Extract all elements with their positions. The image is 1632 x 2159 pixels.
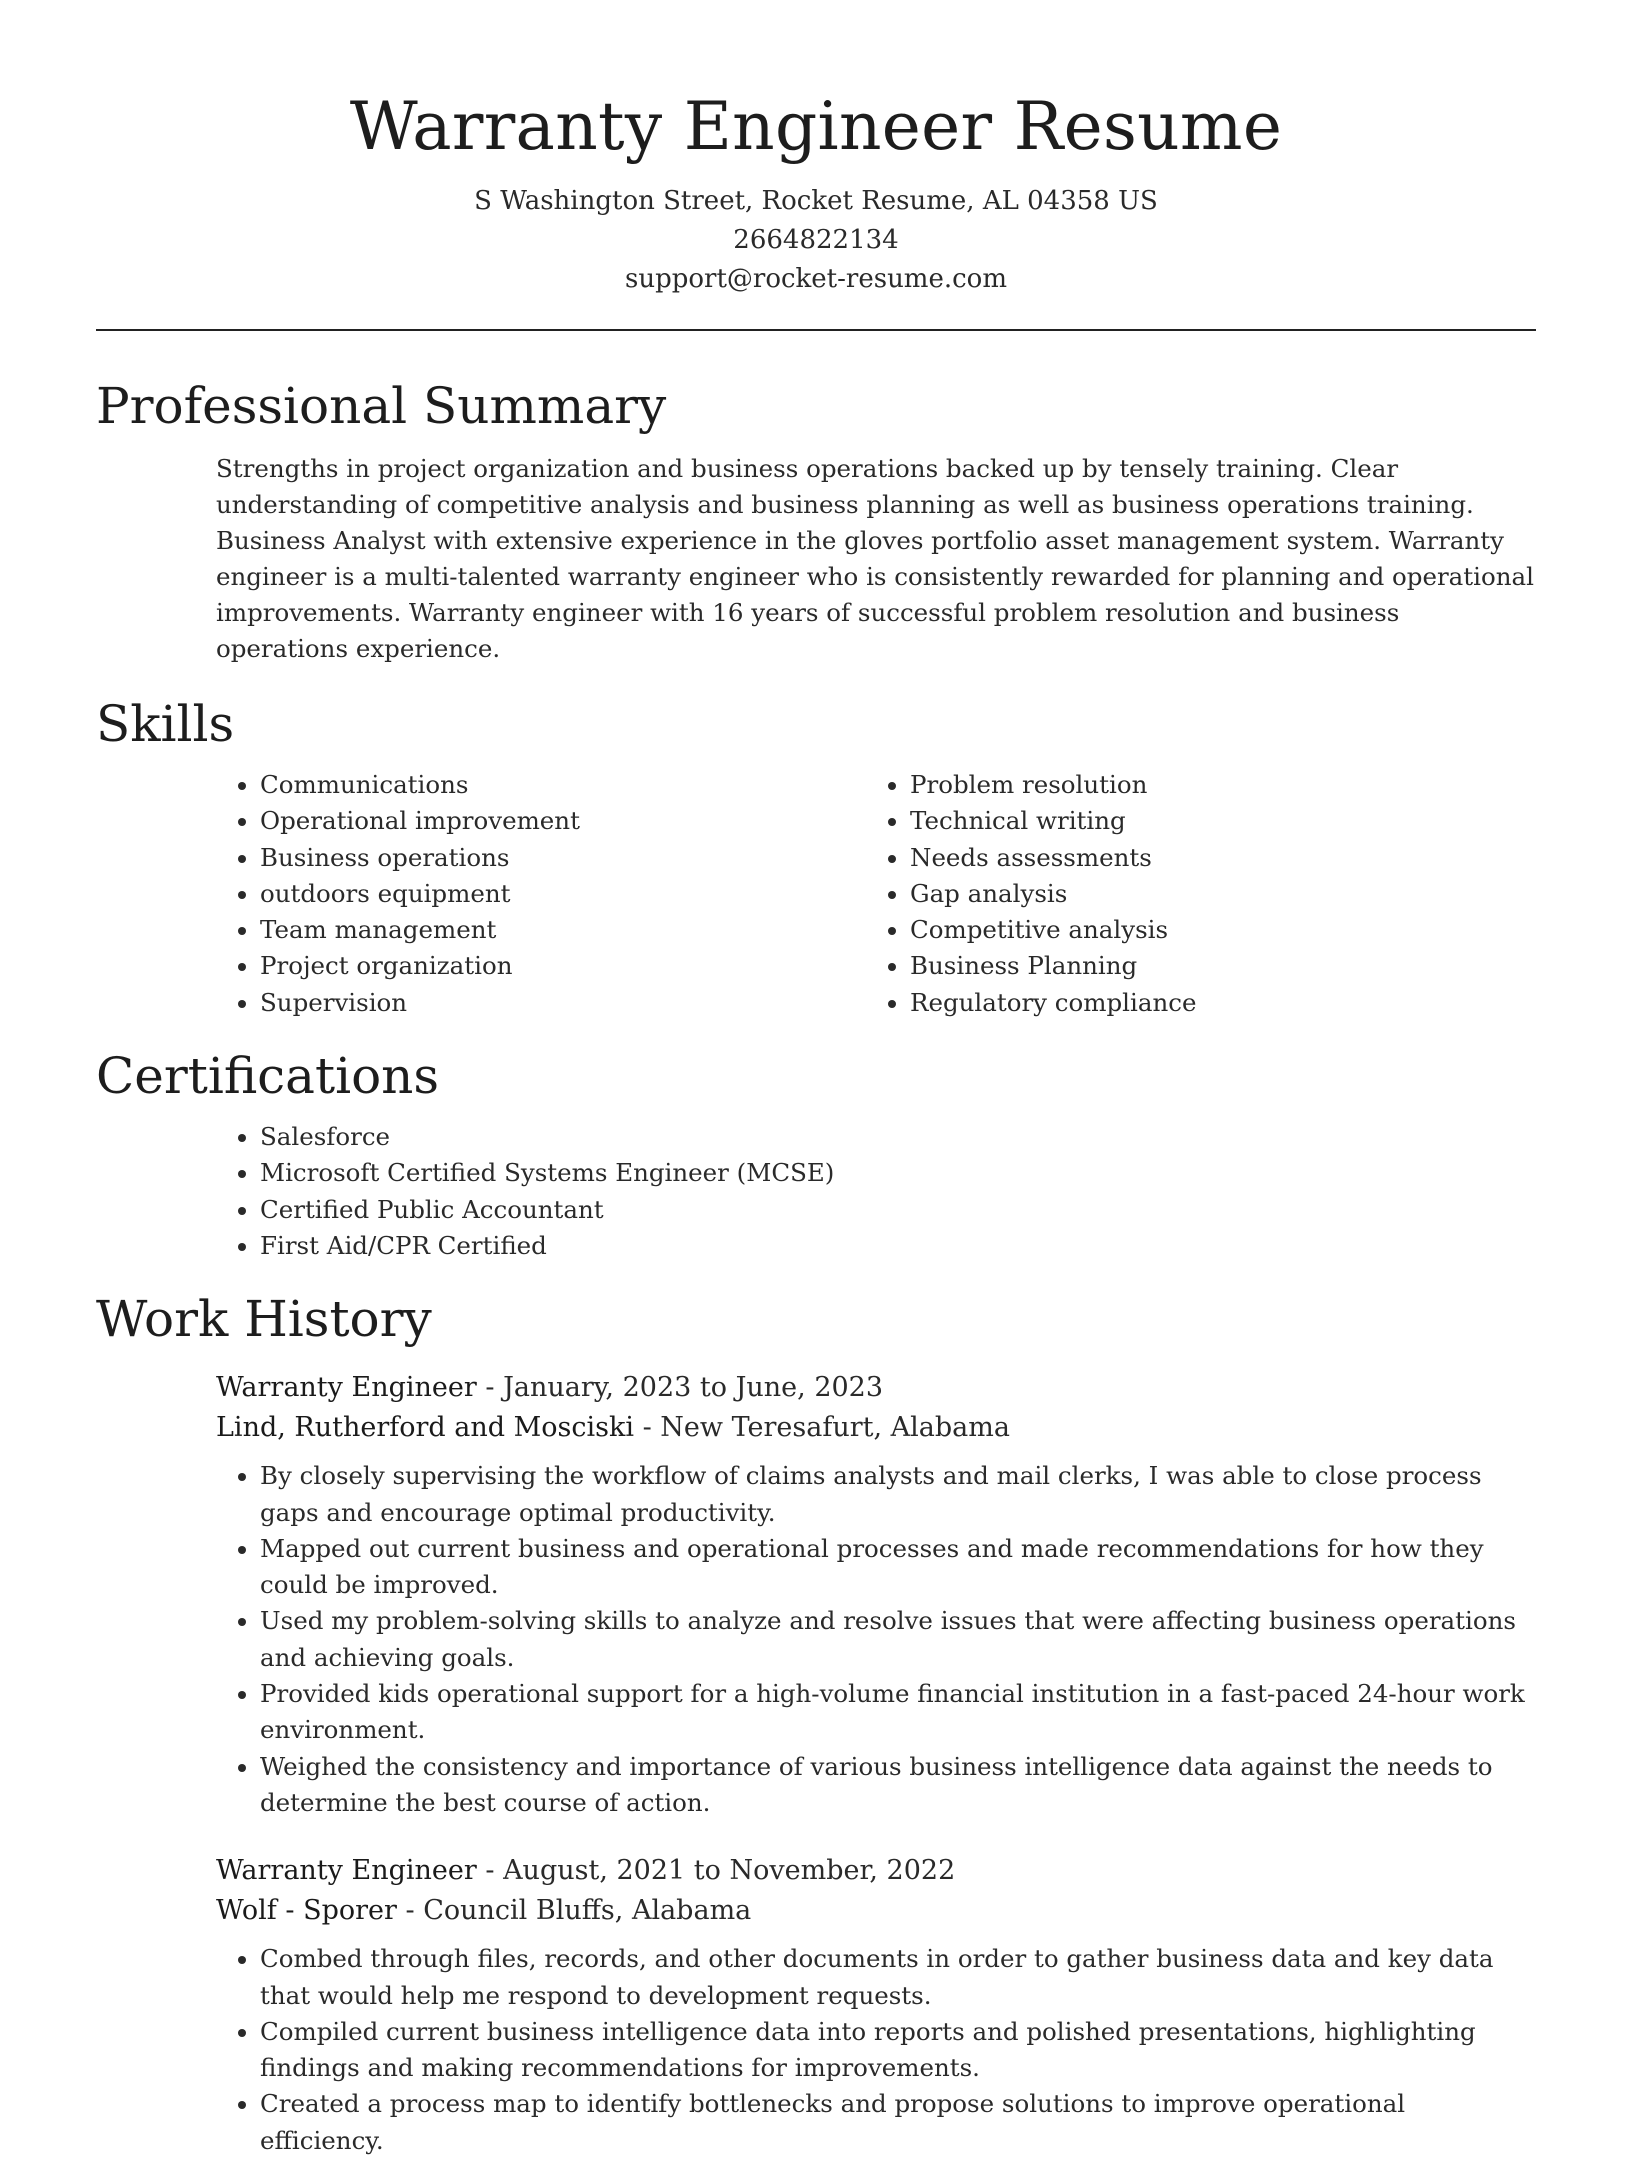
job-company: Wolf - Sporer [216,1895,397,1927]
certification-item: • Certified Public Accountant [260,1192,1536,1228]
work-history-heading: Work History [96,1290,432,1349]
job-dates: January, 2023 to June, 2023 [503,1372,884,1404]
job-company-line: Wolf - Sporer - Council Bluffs, Alabama [216,1895,752,1927]
job-company: Lind, Rutherford and Mosciski [216,1412,634,1444]
skill-item: • Operational improvement [260,803,866,839]
email: support@rocket-resume.com [624,264,1007,294]
skill-item: • Regulatory compliance [910,985,1516,1021]
job-title-line: Warranty Engineer - January, 2023 to June, 2023 [216,1372,884,1404]
job-role: Warranty Engineer [216,1372,477,1404]
skills-column-right [866,767,1516,1021]
skill-item: • Needs assessments [910,840,1516,876]
skill-item: • Problem resolution [910,767,1516,803]
certifications-list-wrap [216,1119,1536,1264]
summary-section [96,371,1536,667]
skills-column-left [216,767,866,1021]
job-bullet: • By closely supervising the workflow of claims analysts and mail clerks, I was able to close process gaps and encourage optimal productivity. [260,1458,1536,1531]
summary-text: Strengths in project organization and business operations backed up by tensely training. Clear understanding of competitive analysis and business planning as well as business operations training. Business Analyst with extensive experience in the gloves portfolio asset management system. Warranty engineer is a multi-talented warranty engineer who is consistently rewarded for planning and operational improvements. Warranty engineer with 16 years of successful problem resolution and business operations experience. [216,454,1534,663]
job-dates: August, 2021 to November, 2022 [503,1855,956,1887]
job-title-line: Warranty Engineer - August, 2021 to November, 2022 [216,1855,956,1887]
skills-heading: Skills [96,695,235,753]
contact-info [96,182,1536,299]
skill-item: • Project organization [260,948,866,984]
skill-item: • Competitive analysis [910,912,1516,948]
address: S Washington Street, Rocket Resume, AL 04358 US [474,186,1158,216]
skills-section [96,689,1536,1021]
certifications-section [96,1041,1536,1264]
header-divider [96,329,1536,331]
job-bullets [216,1941,1536,2159]
resume-header [96,0,1536,299]
skill-item: • Gap analysis [910,876,1516,912]
phone: 2664822134 [733,225,899,255]
skills-grid [216,767,1536,1021]
job-entry [216,1851,1536,2159]
skill-item: • Business operations [260,840,866,876]
job-company-line: Lind, Rutherford and Mosciski - New Teresafurt, Alabama [216,1412,1010,1444]
skill-item: • Supervision [260,985,866,1021]
job-entry [216,1368,1536,1821]
job-bullets [216,1458,1536,1821]
skill-item: • Team management [260,912,866,948]
job-bullet: • Compiled current business intelligence data into reports and polished presentations, highlighting findings and making recommendations for improvements. [260,2014,1536,2087]
job-location: New Teresafurt, Alabama [660,1412,1010,1444]
skill-item: • Business Planning [910,948,1516,984]
job-role: Warranty Engineer [216,1855,477,1887]
job-bullet: • Created a process map to identify bottlenecks and propose solutions to improve operational efficiency. [260,2086,1536,2159]
job-bullet: • Weighed the consistency and importance of various business intelligence data against the needs to determine the best course of action. [260,1749,1536,1822]
summary-heading: Professional Summary [96,377,667,435]
skill-item: • Communications [260,767,866,803]
job-bullet: • Used my problem-solving skills to analyze and resolve issues that were affecting business operations and achieving goals. [260,1603,1536,1676]
skill-item: • Technical writing [910,803,1516,839]
job-location: Council Bluffs, Alabama [423,1895,752,1927]
job-bullet: • Combed through files, records, and other documents in order to gather business data and key data that would help me respond to development requests. [260,1941,1536,2014]
certification-item: • Salesforce [260,1119,1536,1155]
certification-item: • Microsoft Certified Systems Engineer (MCSE) [260,1155,1536,1191]
certifications-heading: Certifications [96,1047,440,1106]
job-bullet: • Provided kids operational support for a high-volume financial institution in a fast-paced 24-hour work environment. [260,1676,1536,1749]
job-bullet: • Mapped out current business and operational processes and made recommendations for how they could be improved. [260,1531,1536,1604]
resume-page [96,0,1536,2159]
work-history-section [96,1284,1536,2159]
certification-item: • First Aid/CPR Certified [260,1228,1536,1264]
resume-title: Warranty Engineer Resume [349,88,1283,165]
skill-item: • outdoors equipment [260,876,866,912]
